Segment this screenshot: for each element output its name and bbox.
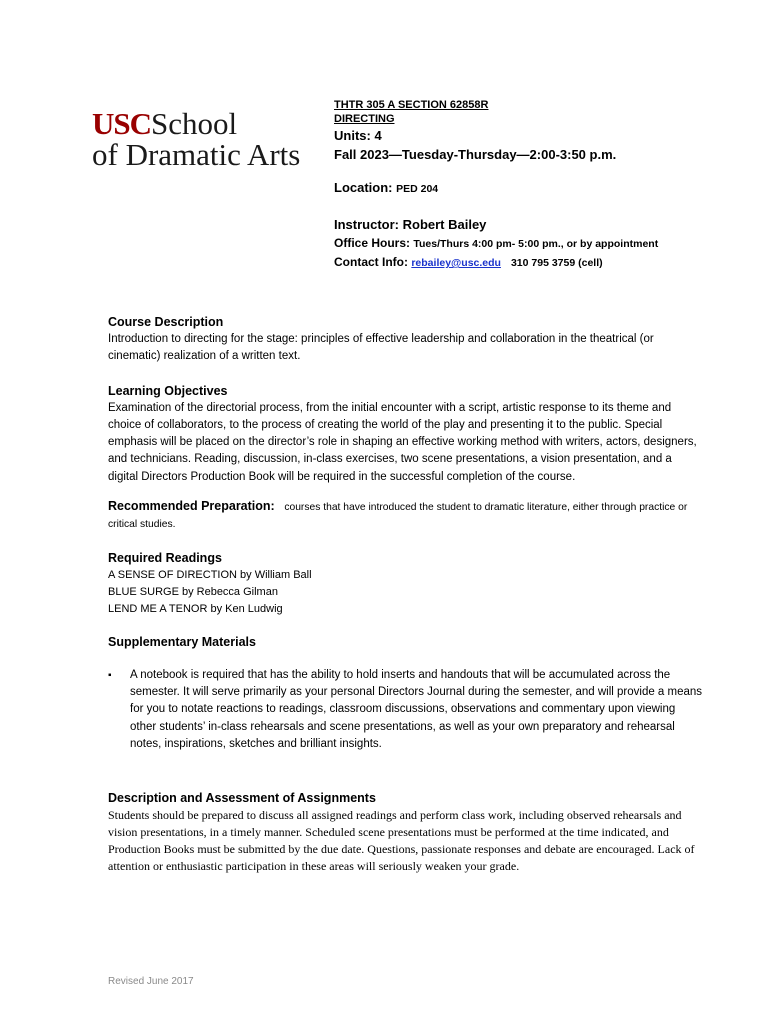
course-header [334, 98, 754, 272]
reading-item: A SENSE OF DIRECTION by William Ball [108, 568, 312, 581]
course-description-text: Introduction to directing for the stage: principles of effective leadership and collaboration in the theatrical (or cinematic) realization of a written text. [108, 333, 654, 363]
learning-objectives-title: Learning Objectives [108, 383, 228, 398]
course-location [334, 179, 754, 198]
office-hours-value: Tues/Thurs 4:00 pm- 5:00 pm., or by appointment [413, 238, 659, 250]
logo-school: School [151, 106, 238, 141]
supplementary-list-item [108, 667, 704, 753]
revision-footer: Revised June 2017 [108, 976, 194, 987]
course-code: THTR 305 A SECTION 62858R [334, 99, 489, 111]
syllabus-body [108, 313, 704, 874]
contact-email-link[interactable]: rebailey@usc.edu [411, 257, 501, 269]
assignments-title: Description and Assessment of Assignments [108, 791, 376, 806]
logo-line-2: of Dramatic Arts [92, 137, 301, 172]
usc-school-logo [92, 108, 307, 170]
assignments-text: Students should be prepared to discuss all assigned readings and perform class work, including observed rehearsals and vision presentations, in a timely manner. Scheduled scene presentations must be performed at the time indicated, and Production Books must be submitted by the due date. Questions, passionate responses and debate are encouraged. Lack of attention or enthusiastic participation in these areas will seriously weaken your grade. [108, 808, 695, 873]
recommended-preparation-text: courses that have introduced the student to dramatic literature, either through practice or critical studies. [108, 502, 688, 531]
course-description-title: Course Description [108, 315, 224, 329]
course-units: Units: 4 [334, 128, 382, 143]
instructor-name: Instructor: Robert Bailey [334, 217, 487, 232]
office-hours [334, 234, 754, 253]
contact-phone: 310 795 3759 (cell) [510, 257, 603, 269]
recommended-preparation-title: Recommended Preparation: [108, 499, 275, 514]
contact-info [334, 253, 754, 272]
contact-label: Contact Info: [334, 255, 408, 269]
bullet-square-icon: ▪ [108, 669, 112, 681]
location-label: Location: [334, 180, 393, 195]
office-hours-label: Office Hours: [334, 236, 411, 250]
location-value: PED 204 [396, 183, 439, 195]
required-readings-title: Required Readings [108, 550, 222, 565]
supplementary-materials-text: A notebook is required that has the ability to hold inserts and handouts that will be accumulated across the semester. It will serve primarily as your personal Directors Journal during the semester, and will provide a means for you to notate reactions to readings, classroom discussions, observations and commentary upon viewing other students’ in-class rehearsals and scene presentations, as well as your own preparatory and rehearsal notes, inspirations, sketches and brilliant insights. [130, 668, 703, 750]
logo-line-1 [92, 108, 307, 139]
course-name: DIRECTING [334, 113, 395, 125]
reading-item: BLUE SURGE by Rebecca Gilman [108, 585, 278, 598]
logo-usc: USC [92, 106, 152, 141]
learning-objectives-text: Examination of the directorial process, from the initial encounter with a script, artistic response to its theme and choice of collaborators, to the process of creating the world of the play and presenting it to the public. Special emphasis will be placed on the director’s role in shaping an effective working method with writers, actors, designers, and technicians. Reading, discussion, in-class exercises, two scene presentations, a vision presentation, and a digital Directors Production Book will be required in the successful completion of the course. [108, 401, 697, 483]
supplementary-materials-title: Supplementary Materials [108, 634, 256, 649]
reading-item: LEND ME A TENOR by Ken Ludwig [108, 602, 283, 615]
recommended-preparation [108, 498, 704, 534]
course-term: Fall 2023—Tuesday-Thursday—2:00-3:50 p.m. [334, 147, 617, 162]
